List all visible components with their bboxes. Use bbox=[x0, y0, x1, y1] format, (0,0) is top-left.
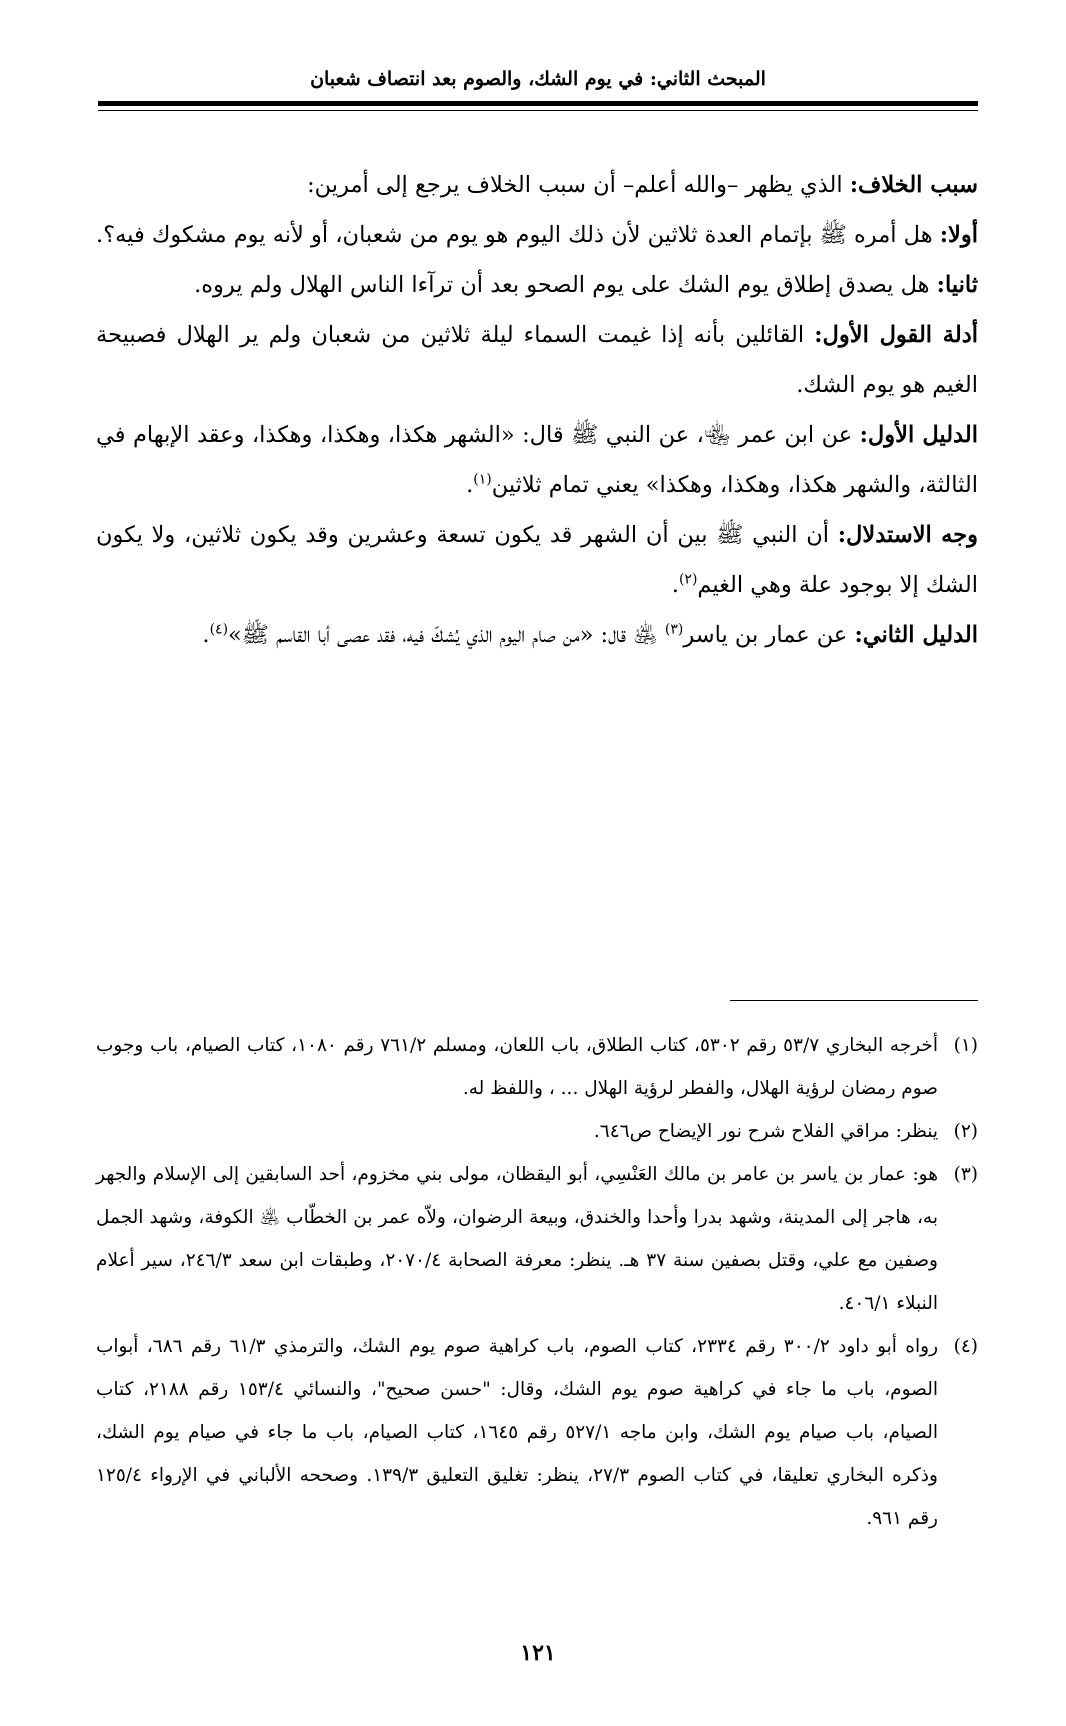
footnote-item bbox=[96, 1153, 978, 1325]
paragraph-evidence-first-opinion bbox=[96, 310, 978, 410]
footnote-number: (٢) bbox=[953, 1121, 978, 1142]
footnote-text: ينظر: مراقي الفلاح شرح نور الإيضاح ص٦٤٦. bbox=[593, 1121, 938, 1142]
paragraph-tail: . bbox=[671, 572, 679, 598]
paragraph-text: القائلين بأنه إذا غيمت السماء ليلة ثلاثين من شعبان ولم ير الهلال فصبيحة الغيم هو يوم الشك. bbox=[96, 322, 978, 398]
footnote-ref[interactable]: (٢) bbox=[678, 571, 698, 588]
paragraph-heading: الدليل الثاني: bbox=[854, 622, 978, 648]
footnote-ref[interactable]: (٣) bbox=[664, 621, 684, 638]
footnote-number: (٤) bbox=[953, 1336, 979, 1357]
footnote-item bbox=[96, 1024, 978, 1110]
paragraph-tail: . bbox=[202, 622, 210, 648]
paragraph-heading: ثانيا: bbox=[936, 272, 978, 298]
footnote-ref[interactable]: (١) bbox=[473, 471, 492, 488]
header-rule bbox=[98, 101, 978, 106]
running-header: المبحث الثاني: في يوم الشك، والصوم بعد انتصاف شعبان bbox=[310, 68, 766, 90]
paragraph-text: عن ابن عمر ﵄، عن النبي ﷺ قال: «الشهر هكذا، وهكذا، وهكذا، وعقد الإبهام في الثالثة، والشهر هكذا، وهكذا، وهكذا» يعني تمام ثلاثين bbox=[96, 422, 978, 498]
paragraph-heading: أدلة القول الأول: bbox=[814, 322, 978, 348]
footnote-item bbox=[96, 1110, 978, 1153]
paragraph-first-evidence bbox=[96, 410, 978, 510]
paragraph-text: عن عمار بن ياسر bbox=[683, 622, 855, 648]
paragraph-text: أن النبي ﷺ بين أن الشهر قد يكون تسعة وعشرين وقد يكون ثلاثين، ولا يكون الشك إلا بوجود علة وهي الغيم bbox=[96, 522, 978, 598]
footnote-ref[interactable]: (٤) bbox=[209, 621, 229, 638]
paragraph-text: هل يصدق إطلاق يوم الشك على يوم الصحو بعد أن ترآءا الناس الهلال ولم يروه. bbox=[194, 272, 937, 298]
paragraph-inference bbox=[96, 510, 978, 610]
paragraph-heading: الدليل الأول: bbox=[859, 422, 978, 448]
paragraph-text: الذي يظهر –والله أعلم– أن سبب الخلاف يرجع إلى أمرين: bbox=[307, 172, 850, 198]
footnote-text: رواه أبو داود ٣٠٠/٢ رقم ٢٣٣٤، كتاب الصوم، باب كراهية صوم يوم الشك، والترمذي ٦١/٣ رقم ٦٨٦، أبواب الصوم، باب ما جاء في كراهية صوم يوم الشك، وقال: "حسن صحيح"، والنسائي ١٥٣/٤ رقم ٢١٨٨، كتاب الصيام، باب صيام يوم الشك، وابن ماجه ٥٢٧/١ رقم ١٦٤٥، كتاب الصيام، باب ما جاء في صيام يوم الشك، وذكره البخاري تعليقا، في كتاب الصوم ٢٧/٣، ينظر: تغليق التعليق ١٣٩/٣. وصححه الألباني في الإرواء ١٢٥/٤ رقم ٩٦١. bbox=[96, 1336, 939, 1529]
main-text bbox=[96, 160, 978, 660]
paragraph-tail: . bbox=[466, 472, 474, 498]
paragraph-text: هل أمره ﷺ بإتمام العدة ثلاثين لأن ذلك اليوم هو يوم من شعبان، أو لأنه يوم مشكوك فيه؟. bbox=[96, 222, 940, 248]
footnote-number: (٣) bbox=[953, 1164, 978, 1185]
paragraph-heading: سبب الخلاف: bbox=[849, 172, 978, 198]
paragraph-first bbox=[96, 210, 978, 260]
footnote-number: (١) bbox=[953, 1035, 978, 1056]
page-number: ١٢١ bbox=[520, 1640, 556, 1666]
paragraph-second bbox=[96, 260, 978, 310]
paragraph-second-evidence bbox=[96, 610, 978, 660]
footnotes bbox=[96, 1024, 978, 1540]
footnote-item bbox=[96, 1325, 978, 1540]
paragraph-text: ﵁ قال: «من صام اليوم الذي يُشكّ فيه، فقد عصى أبا القاسم ﷺ» bbox=[228, 622, 665, 648]
paragraph-heading: أولا: bbox=[939, 222, 978, 248]
paragraph-reason bbox=[96, 160, 978, 210]
footnote-text: أخرجه البخاري ٥٣/٧ رقم ٥٣٠٢، كتاب الطلاق، باب اللعان، ومسلم ٧٦١/٢ رقم ١٠٨٠، كتاب الصيام، باب وجوب صوم رمضان لرؤية الهلال، والفطر لرؤية الهلال ... ، واللفظ له. bbox=[96, 1035, 938, 1099]
footnote-separator bbox=[730, 1000, 978, 1001]
paragraph-heading: وجه الاستدلال: bbox=[837, 522, 979, 548]
header-rule-thin bbox=[98, 110, 978, 111]
footnote-text: هو: عمار بن ياسر بن عامر بن مالك العَنْسِي، أبو اليقظان، مولى بني مخزوم، أحد السابقين إلى الإسلام والجهر به، هاجر إلى المدينة، وشهد بدرا وأحدا والخندق، وبيعة الرضوان، ولاّه عمر بن الخطّاب ﵁ الكوفة، وشهد الجمل وصفين مع علي، وقتل بصفين سنة ٣٧ هـ. ينظر: معرفة الصحابة ٢٠٧٠/٤، وطبقات ابن سعد ٢٤٦/٣، سير أعلام النبلاء ٤٠٦/١. bbox=[96, 1164, 938, 1314]
